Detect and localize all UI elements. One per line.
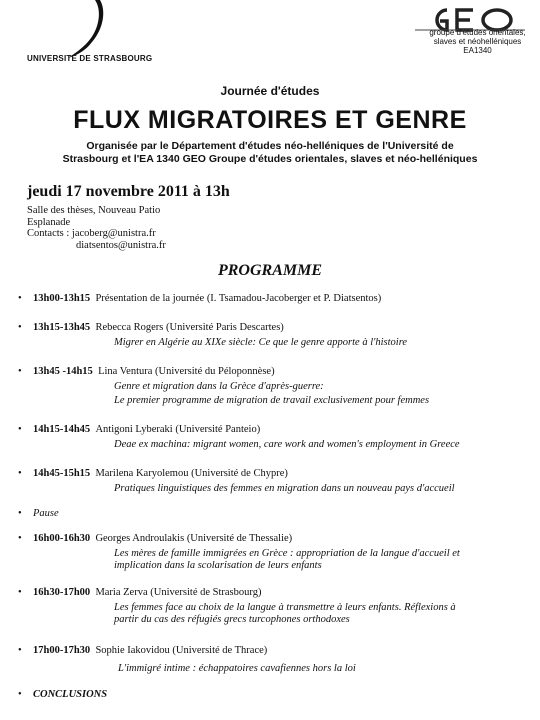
- page-title: FLUX MIGRATOIRES ET GENRE: [73, 106, 467, 134]
- university-logo: [0, 0, 153, 68]
- conclusions-label: CONCLUSIONS: [33, 689, 108, 700]
- talk-title: Les mères de famille immigrées en Grèce : appropriation de la langue d'accueil et: [114, 548, 460, 559]
- event-date: jeudi 17 novembre 2011 à 13h: [27, 183, 230, 200]
- geo-line: groupe d'études orientales,: [429, 28, 526, 37]
- speaker: Présentation de la journée (I. Tsamadou-Jacoberger et P. Diatsentos): [95, 293, 382, 304]
- university-name: UNIVERSITÉ DE STRASBOURG: [27, 54, 153, 63]
- bullet: •: [18, 587, 22, 598]
- contact-email: diatsentos@unistra.fr: [76, 239, 166, 251]
- speaker: Lina Ventura (Université du Péloponnèse): [98, 366, 275, 377]
- talk-title: partir du cas des réfugiés grecs turcophones orthodoxes: [114, 614, 350, 625]
- venue-info: [27, 205, 166, 251]
- organizers-line: Organisée par le Département d'études néo-helléniques de l'Université de: [86, 140, 454, 152]
- time-slot: 16h00-16h30: [33, 533, 91, 544]
- event-type: Journée d'études: [220, 84, 320, 98]
- organizers: [30, 140, 510, 166]
- organizers-line: Strasbourg et l'EA 1340 GEO Groupe d'études orientales, slaves et néo-helléniques: [62, 153, 478, 165]
- geo-line: slaves et néohelléniques: [433, 37, 522, 46]
- talk-title: L'immigré intime : échappatoires cavafiennes hors la loi: [118, 663, 356, 674]
- venue-line: Esplanade: [27, 216, 71, 228]
- bullet: •: [18, 322, 22, 333]
- time-slot: 14h15-14h45: [33, 424, 91, 435]
- bullet: •: [18, 468, 22, 479]
- contacts-line: Contacts : jacoberg@unistra.fr: [27, 228, 156, 239]
- time-slot: 16h30-17h00: [33, 587, 91, 598]
- talk-title: Le premier programme de migration de travail exclusivement pour femmes: [114, 395, 430, 406]
- bullet: •: [18, 689, 22, 700]
- bullet: •: [18, 424, 22, 435]
- time-slot: 14h45-15h15: [33, 468, 91, 479]
- time-slot: 13h15-13h45: [33, 322, 91, 333]
- time-slot: 13h45 -14h15: [33, 366, 93, 377]
- pause-label: Pause: [33, 508, 59, 519]
- speaker: Georges Androulakis (Université de Thessalie): [95, 533, 293, 544]
- talk-title: Genre et migration dans la Grèce d'après-guerre:: [114, 381, 324, 392]
- speaker: Marilena Karyolemou (Université de Chypre): [95, 468, 288, 479]
- talk-title: implication dans la scolarisation de leurs enfants: [114, 560, 322, 571]
- venue-line: Salle des thèses, Nouveau Patio: [27, 205, 161, 216]
- bullet: •: [18, 508, 22, 519]
- geo-description: [425, 28, 530, 55]
- talk-title: Les femmes face au choix de la langue à transmettre à leurs enfants. Réflexions à: [114, 602, 456, 613]
- talk-title: Deae ex machina: migrant women, care work and women's employment in Greece: [114, 439, 460, 450]
- bullet: •: [18, 293, 22, 304]
- speaker: Maria Zerva (Université de Strasbourg): [95, 587, 262, 598]
- speaker: Antigoni Lyberaki (Université Panteio): [95, 424, 261, 435]
- time-slot: 17h00-17h30: [33, 645, 91, 656]
- bullet: •: [18, 366, 22, 377]
- speaker: Sophie Iakovidou (Université de Thrace): [95, 645, 268, 656]
- bullet: •: [18, 533, 22, 544]
- geo-line: EA1340: [463, 46, 492, 55]
- geo-logo: [385, 0, 540, 95]
- speaker: Rebecca Rogers (Université Paris Descartes): [95, 322, 284, 333]
- programme-title: PROGRAMME: [217, 262, 323, 279]
- talk-title: Migrer en Algérie au XIXe siècle: Ce que le genre apporte à l'histoire: [114, 337, 408, 348]
- time-slot: 13h00-13h15: [33, 293, 91, 304]
- bullet: •: [18, 645, 22, 656]
- talk-title: Pratiques linguistiques des femmes en migration dans un nouveau pays d'accueil: [114, 483, 455, 494]
